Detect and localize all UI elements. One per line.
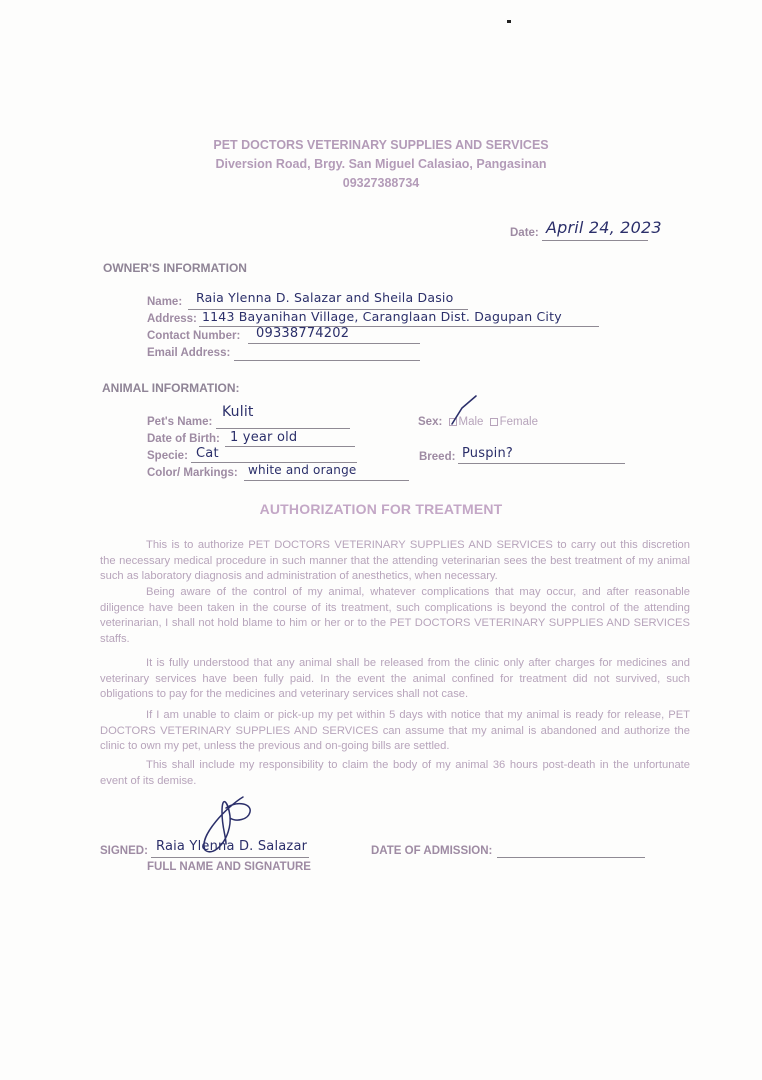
dob-value: 1 year old bbox=[230, 430, 298, 445]
owner-contact-value: 09338774202 bbox=[256, 326, 350, 341]
business-name: PET DOCTORS VETERINARY SUPPLIES AND SERVICES bbox=[213, 138, 549, 152]
signature-scribble bbox=[204, 797, 250, 852]
owner-address-value: 1143 Bayanihan Village, Caranglaan Dist. Dagupan City bbox=[202, 309, 562, 324]
admission-label: DATE OF ADMISSION: bbox=[371, 845, 493, 857]
authorization-title: AUTHORIZATION FOR TREATMENT bbox=[259, 501, 503, 517]
pet-name-label: Pet's Name: bbox=[147, 416, 213, 428]
specie-label: Specie: bbox=[147, 450, 188, 462]
owner-section-title: OWNER'S INFORMATION bbox=[103, 261, 247, 275]
breed-label: Breed: bbox=[419, 451, 456, 463]
signature-caption: FULL NAME AND SIGNATURE bbox=[147, 861, 311, 873]
date-label: Date: bbox=[510, 227, 539, 239]
owner-name-value: Raia Ylenna D. Salazar and Sheila Dasio bbox=[196, 290, 454, 305]
authorization-paragraph-3: It is fully understood that any animal shall be released from the clinic only after charges for medicines and veterinary services have been fully paid. In the event the animal confined for treatment did not survived, such obligations to pay for the medicines and veterinary services shall not case. bbox=[100, 657, 690, 700]
owner-address-label: Address: bbox=[147, 313, 197, 325]
sex-label: Sex: bbox=[418, 416, 443, 428]
sex-female-label: Female bbox=[499, 416, 538, 428]
sex-male-label: Male bbox=[458, 416, 484, 428]
owner-email-label: Email Address: bbox=[147, 347, 231, 359]
specie-value: Cat bbox=[196, 446, 219, 461]
signed-value: Raia Ylenna D. Salazar bbox=[156, 839, 308, 854]
authorization-paragraph-5: This shall include my responsibility to claim the body of my animal 36 hours post-death in the unfortunate event of its demise. bbox=[100, 759, 690, 787]
animal-section-title: ANIMAL INFORMATION: bbox=[102, 381, 240, 395]
authorization-paragraph-4: If I am unable to claim or pick-up my pet within 5 days with notice that my animal is ready for release, PET DOCTORS VETERINARY SUPPLIES AND SERVICES can assume that my animal is abandoned and authorize the clinic to own my pet, unless the previous and on-going bills are settled. bbox=[100, 709, 690, 752]
sex-male-check-mark bbox=[452, 396, 476, 424]
color-label: Color/ Markings: bbox=[147, 467, 238, 479]
owner-contact-label: Contact Number: bbox=[147, 330, 241, 342]
color-value: white and orange bbox=[248, 463, 357, 477]
signed-label: SIGNED: bbox=[100, 845, 148, 857]
breed-value: Puspin? bbox=[462, 446, 514, 461]
dob-label: Date of Birth: bbox=[147, 433, 220, 445]
date-value: April 24, 2023 bbox=[546, 218, 662, 237]
authorization-paragraph-1: This is to authorize PET DOCTORS VETERINARY SUPPLIES AND SERVICES to carry out this discretion the necessary medical procedure in such manner that the attending veterinarian sees the best treatment of my animal such as laboratory diagnosis and administration of anesthetics, when necessary. bbox=[100, 539, 690, 582]
authorization-paragraph-2: Being aware of the control of my animal, whatever complications that may occur, and after reasonable diligence have been taken in the course of its treatment, such complications is beyond the control of the attending veterinarian, I shall not hold blame to him or her or to the PET DOCTORS VETERINARY SUPPLIES AND SERVICES staffs. bbox=[100, 586, 690, 645]
business-address: Diversion Road, Brgy. San Miguel Calasiao, Pangasinan bbox=[215, 157, 547, 171]
owner-name-label: Name: bbox=[147, 296, 183, 308]
pet-name-value: Kulit bbox=[222, 404, 254, 420]
business-phone: 09327388734 bbox=[342, 176, 420, 190]
